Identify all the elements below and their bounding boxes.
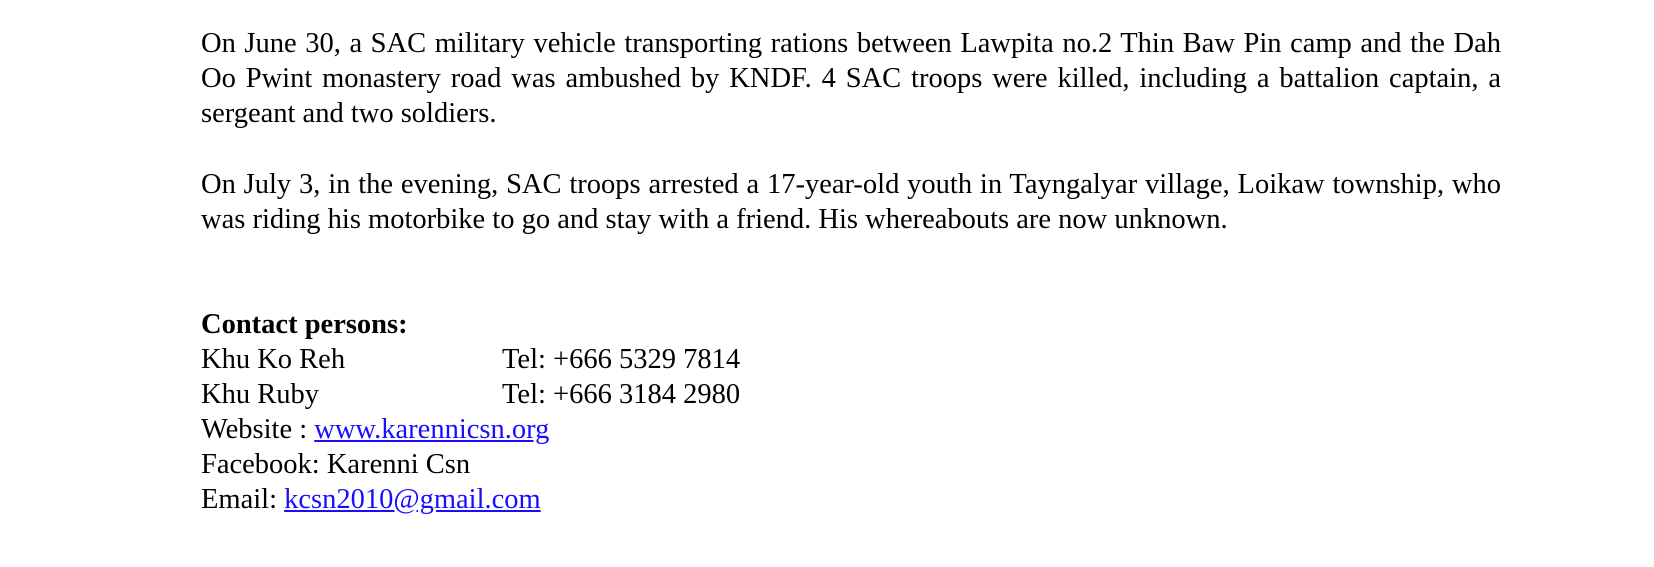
email-line (201, 482, 740, 517)
contact-tel: Tel: +666 3184 2980 (502, 379, 741, 410)
website-line (201, 412, 740, 447)
contact-row (201, 377, 740, 412)
contact-name: Khu Ruby (201, 379, 319, 410)
website-label: Website : (201, 414, 315, 445)
website-link[interactable]: www.karennicsn.org (314, 414, 550, 445)
contact-tel: Tel: +666 5329 7814 (502, 344, 741, 375)
email-label: Email: (201, 484, 285, 515)
email-link[interactable]: kcsn2010@gmail.com (284, 484, 541, 515)
contact-heading: Contact persons: (201, 309, 408, 340)
contact-section (201, 307, 740, 517)
paragraph-ambush-report: On June 30, a SAC military vehicle transporting rations between Lawpita no.2 Thin Baw Pin camp and the Dah Oo Pwint monastery road was ambushed by KNDF. 4 SAC troops were killed, including a battalion captain, a sergeant and two soldiers. (201, 28, 1501, 129)
facebook-line: Facebook: Karenni Csn (201, 449, 471, 480)
contact-name: Khu Ko Reh (201, 344, 346, 375)
paragraph-arrest-report: On July 3, in the evening, SAC troops arrested a 17-year-old youth in Tayngalyar village, Loikaw township, who was riding his motorbike to go and stay with a friend. His whereabouts are now unknown. (201, 169, 1501, 235)
contact-row (201, 342, 740, 377)
